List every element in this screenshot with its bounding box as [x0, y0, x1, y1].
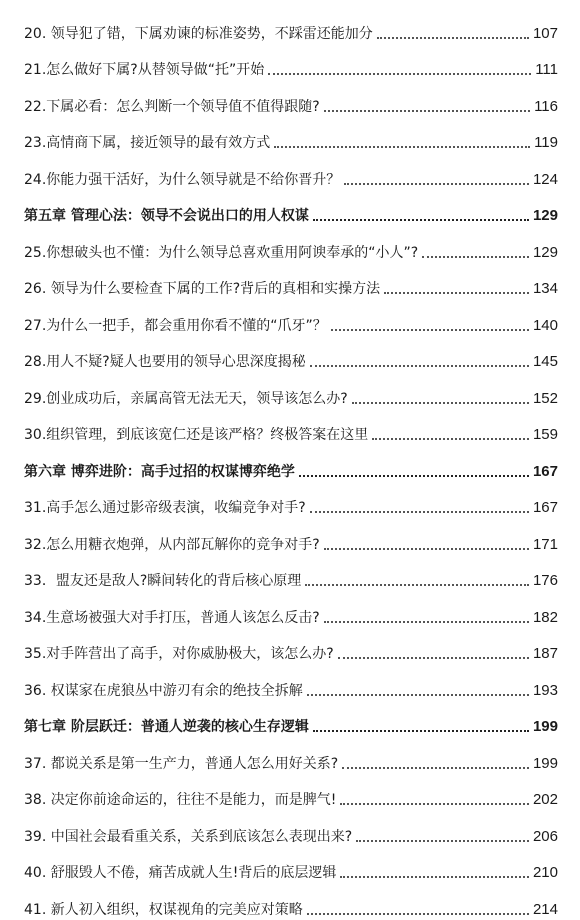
- toc-chapter-heading[interactable]: [0, 190, 580, 227]
- dot-leader: [313, 730, 529, 732]
- dot-leader: [313, 219, 529, 221]
- dot-leader: [340, 876, 529, 878]
- dot-leader: [342, 767, 529, 769]
- toc-entry[interactable]: [0, 226, 580, 263]
- toc-page-number: 134: [532, 280, 558, 297]
- toc-entry-title: 27.为什么一把手，都会重用你看不懂的“爪牙”？: [24, 317, 327, 334]
- toc-entry-title: 34.生意场被强大对手打压，普通人该怎么反击?: [24, 609, 320, 626]
- toc-entry-title: 31.高手怎么通过影帝级表演，收编竞争对手?: [24, 500, 306, 516]
- toc-entry[interactable]: [0, 555, 580, 592]
- toc-page-number: 206: [532, 827, 558, 845]
- toc-entry-title: 26. 领导为什么要检查下属的工作?背后的真相和实操方法: [24, 281, 381, 297]
- toc-entry[interactable]: [0, 847, 580, 884]
- toc-entry-title: 20. 领导犯了错，下属劝谏的标准姿势，不踩雷还能加分: [24, 25, 373, 42]
- dot-leader: [352, 402, 529, 404]
- toc-page-number: 199: [532, 754, 558, 772]
- toc-page-number: 210: [532, 864, 558, 881]
- toc-entry[interactable]: [0, 737, 580, 774]
- toc-page-number: 140: [532, 316, 558, 334]
- toc-page-number: 145: [532, 353, 558, 370]
- toc-page-number: 159: [532, 426, 558, 443]
- dot-leader: [324, 621, 529, 623]
- toc-entry-title: 40. 舒服毁人不倦，痛苦成就人生!背后的底层逻辑: [24, 865, 337, 881]
- toc-entry-title: 36. 权谋家在虎狼丛中游刃有余的绝技全拆解: [24, 682, 303, 699]
- dot-leader: [299, 475, 529, 477]
- dot-leader: [331, 329, 529, 331]
- toc-entry[interactable]: [0, 409, 580, 446]
- toc-entry-title: 38. 决定你前途命运的，往往不是能力，而是脾气!: [24, 792, 337, 808]
- toc-entry-title: 22.下属必看：怎么判断一个领导值不值得跟随?: [24, 98, 320, 115]
- toc-entry[interactable]: [0, 80, 580, 117]
- toc-page-number: 129: [532, 207, 558, 224]
- toc-page-number: 214: [532, 900, 558, 918]
- toc-chapter-heading[interactable]: [0, 445, 580, 482]
- toc-entry-title: 41. 新人初入组织，权谋视角的完美应对策略: [24, 901, 303, 918]
- dot-leader: [310, 365, 529, 367]
- toc-entry-title: 32.怎么用糖衣炮弹，从内部瓦解你的竞争对手?: [24, 536, 320, 553]
- toc-entry-title: 21.怎么做好下属?从替领导做“托”开始: [24, 62, 265, 78]
- dot-leader: [310, 511, 529, 513]
- toc-entry-title: 第五章 管理心法：领导不会说出口的用人权谋: [24, 208, 309, 224]
- dot-leader: [324, 110, 530, 112]
- dot-leader: [422, 256, 529, 258]
- toc-entry-title: 25.你想破头也不懂：为什么领导总喜欢重用阿谀奉承的“小人”?: [24, 244, 419, 261]
- toc-entry[interactable]: [0, 883, 580, 920]
- toc-entry[interactable]: [0, 7, 580, 44]
- dot-leader: [338, 657, 529, 659]
- toc-entry[interactable]: [0, 336, 580, 373]
- toc-entry-title: 35.对手阵营出了高手，对你威胁极大，该怎么办?: [24, 646, 334, 662]
- toc-page-number: 111: [535, 61, 558, 78]
- toc-entry[interactable]: [0, 774, 580, 811]
- dot-leader: [268, 73, 531, 75]
- toc-entry[interactable]: [0, 263, 580, 300]
- dot-leader: [372, 438, 529, 440]
- toc-entry-title: 33．盟友还是敌人?瞬间转化的背后核心原理: [24, 573, 302, 589]
- toc-entry[interactable]: [0, 664, 580, 701]
- toc-page-number: 129: [532, 243, 558, 261]
- toc-entry-title: 第六章 博弈进阶：高手过招的权谋博弈绝学: [24, 463, 295, 480]
- toc-entry[interactable]: [0, 518, 580, 555]
- toc-entry-title: 29.创业成功后，亲属高管无法无天，领导该怎么办?: [24, 390, 348, 407]
- dot-leader: [344, 183, 529, 185]
- toc-page-number: 119: [534, 134, 558, 151]
- dot-leader: [324, 548, 529, 550]
- toc-page-number: 124: [532, 170, 558, 188]
- toc-entry-title: 37. 都说关系是第一生产力，普通人怎么用好关系?: [24, 755, 339, 772]
- dot-leader: [384, 292, 529, 294]
- dot-leader: [377, 37, 529, 39]
- toc-page-number: 182: [532, 608, 558, 626]
- toc-page-number: 171: [532, 535, 558, 553]
- toc-page-number: 167: [532, 462, 558, 480]
- toc-page-number: 199: [532, 718, 558, 735]
- toc-page-number: 202: [532, 791, 558, 808]
- toc-entry-title: 24.你能力强干活好，为什么领导就是不给你晋升？: [24, 171, 341, 188]
- toc-entry[interactable]: [0, 591, 580, 628]
- toc-entry[interactable]: [0, 117, 580, 154]
- toc-page-number: 167: [532, 499, 558, 516]
- toc-entry-title: 23.高情商下属，接近领导的最有效方式: [24, 135, 271, 151]
- dot-leader: [307, 913, 529, 915]
- toc-entry[interactable]: [0, 810, 580, 847]
- toc-page-number: 152: [532, 389, 558, 407]
- dot-leader: [274, 146, 530, 148]
- toc-entry[interactable]: [0, 372, 580, 409]
- toc-page-number: 176: [532, 572, 558, 589]
- dot-leader: [305, 584, 529, 586]
- toc-entry-title: 28.用人不疑?疑人也要用的领导心思深度揭秘: [24, 354, 306, 370]
- toc-chapter-heading[interactable]: [0, 701, 580, 738]
- toc-entry[interactable]: [0, 153, 580, 190]
- toc-page-number: 107: [532, 24, 558, 42]
- toc-page-number: 187: [532, 645, 558, 662]
- dot-leader: [340, 803, 529, 805]
- toc-entry[interactable]: [0, 299, 580, 336]
- toc-page-number: 116: [534, 97, 558, 115]
- dot-leader: [307, 694, 529, 696]
- toc-entry[interactable]: [0, 482, 580, 519]
- toc-entry-title: 30.组织管理，到底该宽仁还是该严格？终极答案在这里: [24, 427, 369, 443]
- toc-entry[interactable]: [0, 628, 580, 665]
- toc-entry-title: 39. 中国社会最看重关系，关系到底该怎么表现出来?: [24, 828, 353, 845]
- toc-entry-title: 第七章 阶层跃迁：普通人逆袭的核心生存逻辑: [24, 719, 309, 735]
- toc-page-number: 193: [532, 681, 558, 699]
- dot-leader: [356, 840, 529, 842]
- toc-entry[interactable]: [0, 44, 580, 81]
